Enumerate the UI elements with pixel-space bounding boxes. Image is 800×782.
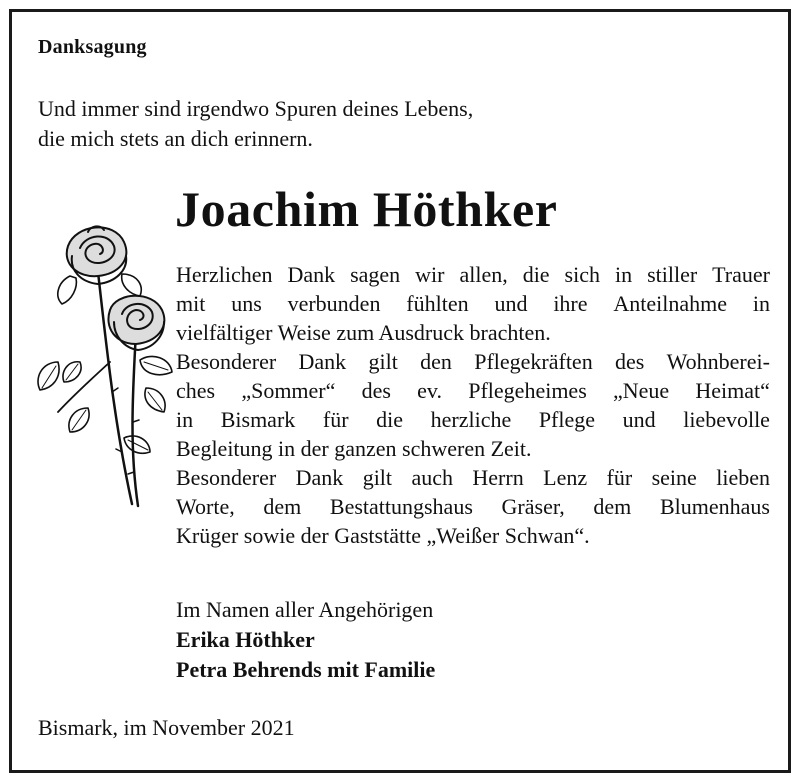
- message-line: [176, 260, 770, 289]
- message-word: dem: [593, 494, 632, 519]
- message-line: [176, 376, 770, 405]
- message-word: Herzlichen: [176, 262, 273, 287]
- message-word: „Sommer“: [241, 378, 336, 403]
- message-line: [176, 405, 770, 434]
- message-word: lieben: [716, 465, 770, 490]
- message-line: [176, 289, 770, 318]
- message-word: des: [361, 378, 391, 403]
- signature-intro: Im Namen aller Angehörigen: [176, 597, 434, 622]
- obituary-notice: [9, 9, 791, 773]
- message-word: sagen: [350, 262, 401, 287]
- message-word: und: [622, 407, 656, 432]
- message-word: „Neue: [612, 378, 670, 403]
- message-word: Bestattungshaus: [329, 494, 473, 519]
- place-and-date: Bismark, im November 2021: [38, 715, 295, 740]
- message-word: auch: [411, 465, 453, 490]
- message-line: Begleitung in der ganzen schweren Zeit.: [176, 436, 532, 461]
- message-word: wir: [415, 262, 445, 287]
- message-word: ches: [176, 378, 216, 403]
- message-word: Worte,: [176, 494, 235, 519]
- message-word: verbunden: [287, 291, 381, 316]
- notice-heading: Danksagung: [38, 36, 147, 58]
- signatory-name: Petra Behrends mit Familie: [176, 657, 436, 682]
- message-word: die: [522, 262, 550, 287]
- motto-verse: [38, 94, 473, 154]
- message-word: Pflegeheimes: [468, 378, 587, 403]
- message-word: ihre: [553, 291, 588, 316]
- message-word: Anteilnahme: [613, 291, 727, 316]
- message-line: [176, 492, 770, 521]
- message-word: Gräser,: [501, 494, 565, 519]
- message-word: in: [614, 262, 633, 287]
- message-word: Dank: [298, 349, 347, 374]
- message-word: mit: [176, 291, 206, 316]
- message-word: Herrn: [472, 465, 524, 490]
- deceased-name: Joachim Höthker: [175, 181, 558, 237]
- message-word: gilt: [362, 465, 393, 490]
- message-line: [176, 347, 770, 376]
- message-word: liebevolle: [683, 407, 770, 432]
- message-word: Wohnberei-: [666, 349, 770, 374]
- message-word: Besonderer: [176, 349, 277, 374]
- message-word: Pflegekräften: [474, 349, 593, 374]
- message-word: Bismark: [220, 407, 296, 432]
- message-word: seine: [651, 465, 697, 490]
- message-word: uns: [231, 291, 262, 316]
- message-word: sich: [564, 262, 600, 287]
- message-word: den: [420, 349, 452, 374]
- signatory-name: Erika Höthker: [176, 627, 315, 652]
- message-word: Lenz: [543, 465, 588, 490]
- message-word: Trauer: [712, 262, 770, 287]
- signature-block: [176, 595, 435, 685]
- message-word: dem: [263, 494, 302, 519]
- message-word: und: [494, 291, 528, 316]
- motto-line: Und immer sind irgendwo Spuren deines Lebens,: [38, 96, 474, 121]
- message-line: vielfältiger Weise zum Ausdruck brachten.: [176, 320, 551, 345]
- message-word: Dank: [287, 262, 336, 287]
- message-word: Blumenhaus: [659, 494, 770, 519]
- message-line: [176, 463, 770, 492]
- message-word: Heimat“: [695, 378, 770, 403]
- message-word: für: [322, 407, 349, 432]
- thanks-message: [176, 260, 770, 550]
- message-word: fühlten: [406, 291, 469, 316]
- message-word: Dank: [295, 465, 344, 490]
- message-word: für: [606, 465, 633, 490]
- message-word: herzliche: [430, 407, 512, 432]
- rose-bouquet-illustration: [28, 212, 176, 512]
- message-word: in: [752, 291, 770, 316]
- message-word: Pflege: [538, 407, 596, 432]
- message-word: stiller: [647, 262, 698, 287]
- message-line: Krüger sowie der Gaststätte „Weißer Schwan“.: [176, 523, 590, 548]
- message-word: des: [615, 349, 645, 374]
- message-word: allen,: [459, 262, 508, 287]
- message-word: die: [376, 407, 404, 432]
- message-word: gilt: [368, 349, 398, 374]
- motto-line: die mich stets an dich erinnern.: [38, 126, 313, 151]
- message-word: in: [176, 407, 194, 432]
- message-word: ev.: [417, 378, 443, 403]
- message-word: Besonderer: [176, 465, 277, 490]
